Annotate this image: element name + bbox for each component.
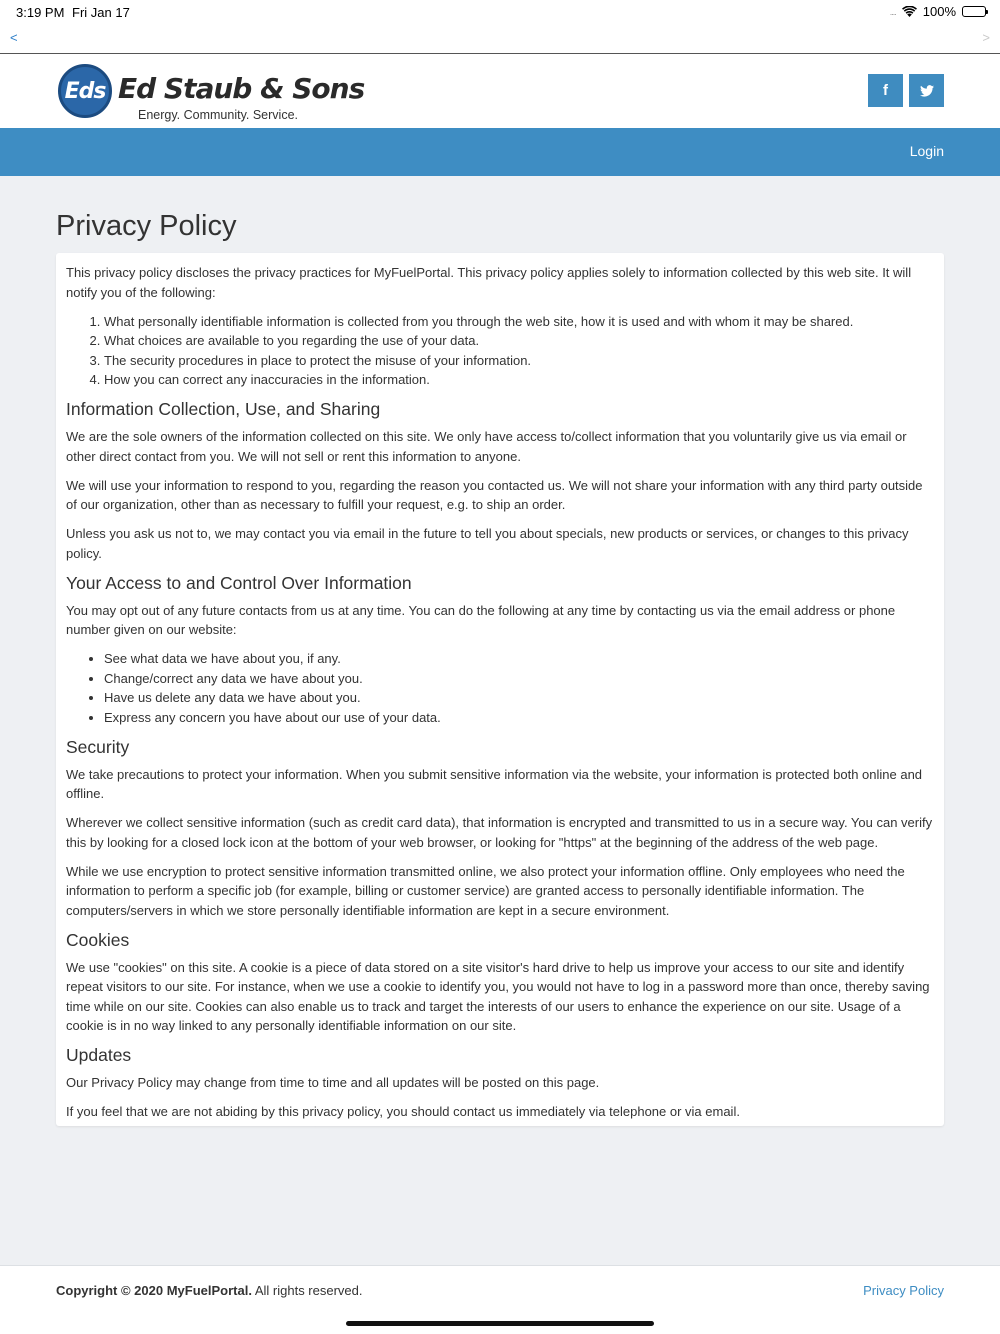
paragraph: Our Privacy Policy may change from time to time and all updates will be posted on this page.	[66, 1075, 600, 1090]
list-item: • Express any concern you have about our use of your data.	[104, 708, 934, 728]
section-heading-security: Security	[66, 736, 130, 757]
browser-nav	[0, 24, 1000, 54]
notify-list	[104, 312, 934, 390]
access-list	[104, 649, 934, 727]
battery-icon	[962, 6, 986, 17]
list-item: 3. The security procedures in place to protect the misuse of your information.	[104, 351, 934, 371]
status-indicators	[890, 4, 986, 19]
paragraph: Unless you ask us not to, we may contact you via email in the future to tell you about specials, new products or services, or changes to this privacy policy.	[66, 526, 909, 561]
list-item: 4. How you can correct any inaccuracies in the information.	[104, 370, 934, 390]
copyright-bold: Copyright © 2020 MyFuelPortal.	[56, 1283, 252, 1298]
paragraph: You may opt out of any future contacts from us at any time. You can do the following at any time by contacting us via the email address or phone number given on our website:	[66, 602, 896, 637]
wifi-icon	[902, 6, 917, 17]
logo[interactable]	[58, 62, 365, 124]
forward-chevron-icon[interactable]: >	[982, 30, 990, 45]
paragraph: While we use encryption to protect sensitive information transmitted online, we also protect your information offline. Only employees who need the information to perform a specific job (for example, billing or customer service) are granted access to personally identifiable information. The computers/servers in which we store personally identifiable information are kept in a secure environment.	[66, 863, 905, 918]
login-link[interactable]: Login	[909, 143, 944, 159]
home-indicator	[346, 1321, 654, 1326]
twitter-button[interactable]	[909, 74, 944, 107]
section-heading-updates: Updates	[66, 1045, 132, 1065]
list-item: • See what data we have about you, if any.	[104, 649, 934, 669]
paragraph: We use "cookies" on this site. A cookie is a piece of data stored on a site visitor's hard drive to help us improve your access to our site and identify repeat visitors to our site. For instance, when we use a cookie to identify you, you would not have to log in a password more than once, thereby saving time while on our site. Cookies can also enable us to track and target the interests of our users to enhance the experience on our site. Usage of a cookie is in no way linked to any personally identifiable information on our site.	[66, 959, 930, 1033]
battery-percent: 100%	[922, 4, 956, 19]
logo-name: Ed Staub & Sons	[118, 72, 365, 105]
intro-text: This privacy policy discloses the privacy practices for MyFuelPortal. This privacy policy applies solely to information collected by this web site. It will notify you of the following:	[66, 265, 912, 300]
status-date: Fri Jan 17	[72, 5, 130, 20]
section-heading-access: Your Access to and Control Over Information	[66, 572, 412, 593]
twitter-icon	[920, 85, 934, 97]
paragraph: We are the sole owners of the information collected on this site. We only have access to/collect information that you voluntarily give us via email or other direct contact from you. We will not sell or rent this information to anyone.	[66, 429, 907, 464]
paragraph: If you feel that we are not abiding by this privacy policy, you should contact us immediately via telephone or via email.	[66, 1104, 740, 1119]
paragraph: Wherever we collect sensitive information (such as credit card data), that information is encrypted and transmitted to us in a secure way. You can verify this by looking for a closed lock icon at the bottom of your web browser, or looking for "https" at the beginning of the address of the web page.	[66, 815, 933, 850]
facebook-button[interactable]	[868, 74, 903, 107]
facebook-icon: f	[883, 82, 888, 99]
logo-tagline: Energy. Community. Service.	[138, 108, 299, 122]
page-title: Privacy Policy	[56, 210, 237, 242]
cellular-signal-icon: ....	[889, 6, 896, 17]
section-heading-collection: Information Collection, Use, and Sharing	[66, 399, 381, 419]
section-heading-cookies: Cookies	[66, 929, 130, 950]
copyright	[56, 1283, 363, 1298]
paragraph: We take precautions to protect your information. When you submit sensitive information via the website, your information is protected both online and offline.	[66, 766, 923, 801]
status-bar	[0, 0, 1000, 24]
copyright-rest: All rights reserved.	[251, 1283, 363, 1298]
privacy-policy-link[interactable]: Privacy Policy	[863, 1283, 944, 1298]
list-item: 1. What personally identifiable information is collected from you through the web site, how it is used and with whom it may be shared.	[104, 312, 934, 332]
logo-badge: Eds	[58, 64, 112, 118]
back-chevron-icon[interactable]: <	[10, 30, 18, 45]
privacy-policy-card	[56, 253, 944, 1126]
list-item: • Have us delete any data we have about you.	[104, 688, 934, 708]
list-item: • Change/correct any data we have about you.	[104, 669, 934, 689]
site-header	[0, 54, 1000, 128]
paragraph: We will use your information to respond to you, regarding the reason you contacted us. We will not share your information with any third party outside of our organization, other than as necessary to fulfill your request, e.g. to ship an order.	[66, 477, 923, 512]
status-time: 3:19 PM	[16, 5, 65, 20]
list-item: 2. What choices are available to you regarding the use of your data.	[104, 331, 934, 351]
top-navbar	[0, 128, 1000, 176]
